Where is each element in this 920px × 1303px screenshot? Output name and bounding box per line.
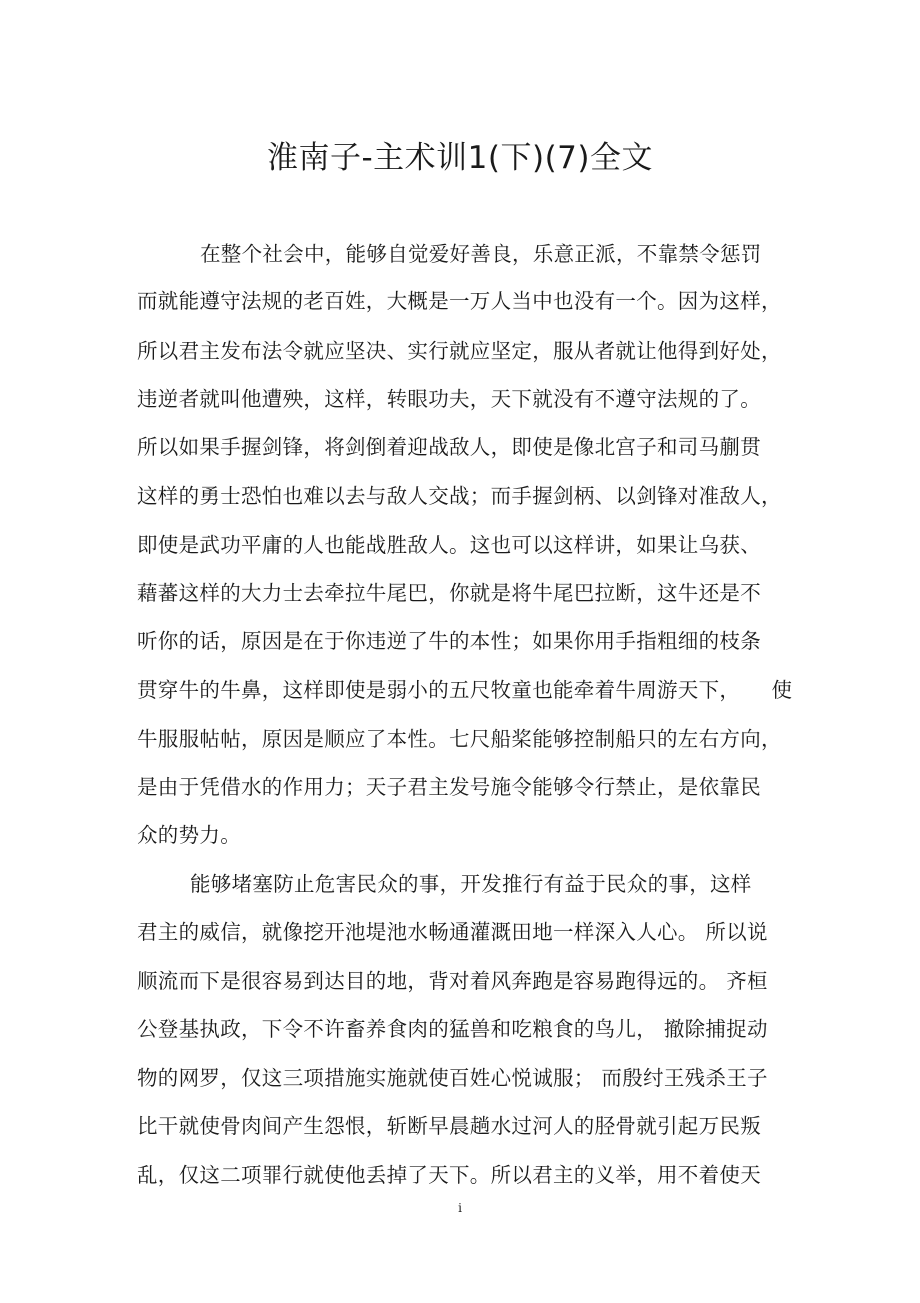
text-line: 违逆者就叫他遭殃，这样，转眼功夫，天下就没有不遵守法规的了。 bbox=[137, 387, 761, 411]
text-line: 所以君主发布法令就应坚决、实行就应坚定，服从者就让他得到好处， bbox=[137, 339, 782, 363]
text-line: 顺流而下是很容易到达目的地，背对着风奔跑是容易跑得远的。 齐桓 bbox=[137, 969, 768, 993]
page-number: i bbox=[458, 1201, 462, 1215]
text-line: 即使是武功平庸的人也能战胜敌人。这也可以这样讲，如果让乌获、 bbox=[137, 533, 761, 557]
text-line: 能够堵塞防止危害民众的事，开发推行有益于民众的事，这样 bbox=[190, 872, 752, 896]
text-line: 而就能遵守法规的老百姓，大概是一万人当中也没有一个。因为这样， bbox=[137, 289, 782, 313]
text-line: 在整个社会中，能够自觉爱好善良，乐意正派，不靠禁令惩罚 bbox=[200, 242, 762, 266]
text-line: 贯穿牛的牛鼻，这样即使是弱小的五尺牧童也能牵着牛周游天下， 使 bbox=[137, 678, 793, 702]
text-line: 所以如果手握剑锋，将剑倒着迎战敌人，即使是像北宫子和司马蒯贯 bbox=[137, 435, 761, 459]
text-line: 藉蕃这样的大力士去牵拉牛尾巴，你就是将牛尾巴拉断，这牛还是不 bbox=[137, 581, 761, 605]
text-line: 牛服服帖帖，原因是顺应了本性。七尺船桨能够控制船只的左右方向， bbox=[137, 727, 782, 751]
text-line: 听你的话，原因是在于你违逆了牛的本性；如果你用手指粗细的枝条 bbox=[137, 629, 761, 653]
text-line: 这样的勇士恐怕也难以去与敌人交战；而手握剑柄、以剑锋对准敌人， bbox=[137, 484, 782, 508]
text-line: 比干就使骨肉间产生怨恨，斩断早晨趟水过河人的胫骨就引起万民叛 bbox=[137, 1114, 761, 1138]
text-line: 众的势力。 bbox=[137, 823, 241, 847]
text-line: 君主的威信，就像挖开池堤池水畅通灌溉田地一样深入人心。 所以说 bbox=[137, 920, 768, 944]
text-line: 乱，仅这二项罪行就使他丢掉了天下。所以君主的义举，用不着使天 bbox=[137, 1163, 761, 1187]
text-line: 物的网罗，仅这三项措施实施就使百姓心悦诚服； 而殷纣王残杀王子 bbox=[137, 1066, 768, 1090]
document-title: 淮南子-主术训1(下)(7)全文 bbox=[266, 140, 653, 176]
text-line: 是由于凭借水的作用力；天子君主发号施令能够令行禁止，是依靠民 bbox=[137, 775, 761, 799]
text-line: 公登基执政，下令不许畜养食肉的猛兽和吃粮食的鸟儿， 撤除捕捉动 bbox=[137, 1017, 768, 1041]
